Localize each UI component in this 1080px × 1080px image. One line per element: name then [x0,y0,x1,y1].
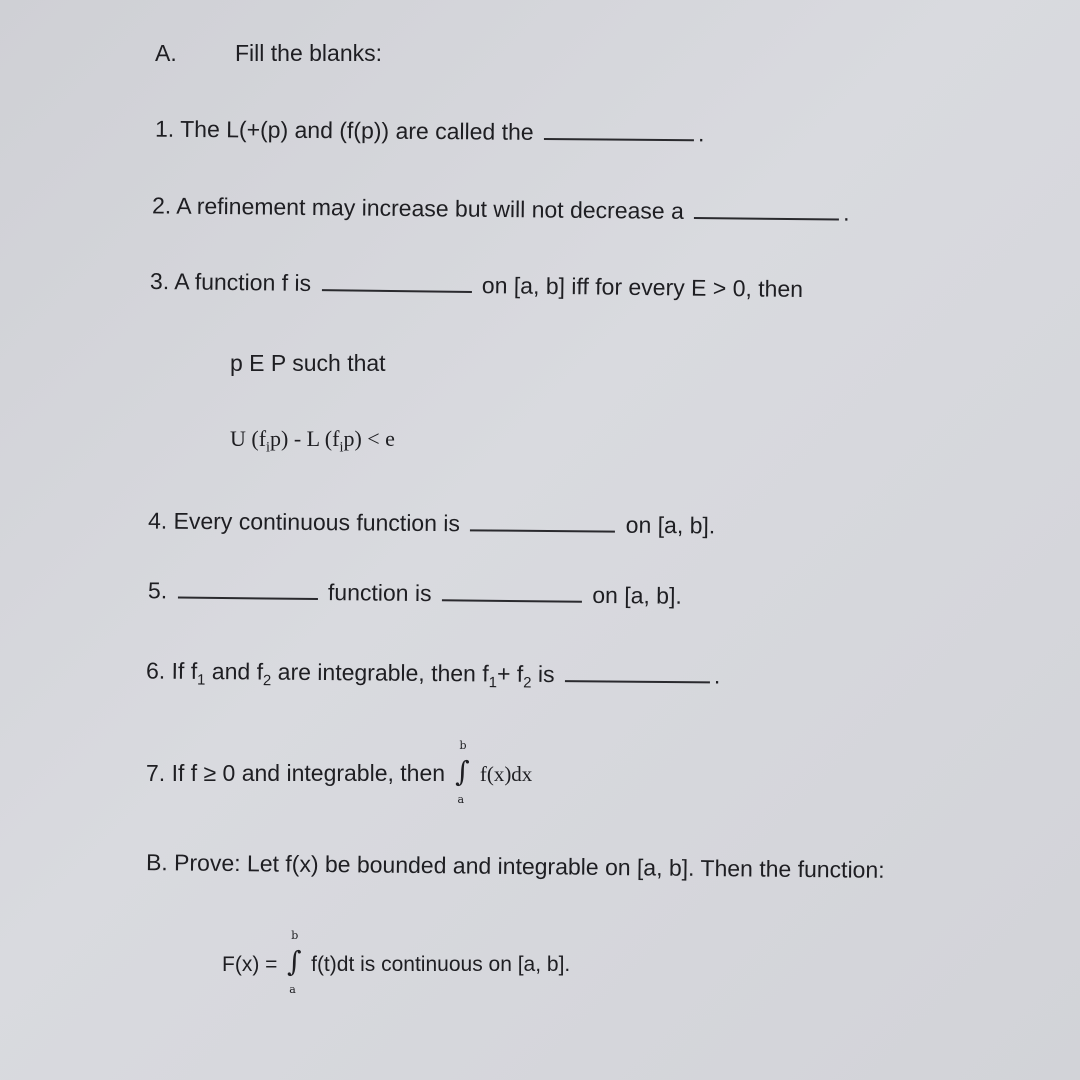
section-a-title: Fill the blanks: [235,40,383,66]
blank-1[interactable] [544,138,694,141]
question-3: 3. A function f is on [a, b] iff for every E > 0, then [149,268,804,302]
question-7: 7. If f ≥ 0 and integrable, then ∫ b a f(x)dx [146,739,533,806]
question-5: 5. function is on [a, b]. [147,577,682,609]
integral-sign-icon: ∫ b a [286,929,302,996]
blank-5a[interactable] [178,597,318,600]
blank-3[interactable] [321,289,471,293]
question-3-inequality: U $(f_ip)$ - L $(f_ip) < e$ [230,426,395,456]
blank-4[interactable] [470,529,615,532]
blank-6[interactable] [565,680,710,683]
integral-sign-icon: ∫ b a [455,739,470,806]
question-3-line-2: p E P such that [230,350,386,376]
section-a-letter: A. [155,40,177,66]
blank-2[interactable] [694,217,839,221]
blank-5b[interactable] [442,599,582,602]
question-1: 1. The L(+(p) and (f(p)) are called the . [154,115,705,147]
question-6: 6. If $f_1$ and $f_2$ are integrable, then $f_1+ f_2$ is . [145,657,721,692]
question-4: 4. Every continuous function is on [a, b]. [147,507,716,539]
question-2: 2. A refinement may increase but will not decrease a . [151,192,850,226]
section-b-formula: F(x) = ∫ b a f(t)dt is continuous on [a, b]. [222,929,571,996]
section-b-statement: B. Prove: Let f(x) be bounded and integrable on [a, b]. Then the function: [145,849,885,883]
